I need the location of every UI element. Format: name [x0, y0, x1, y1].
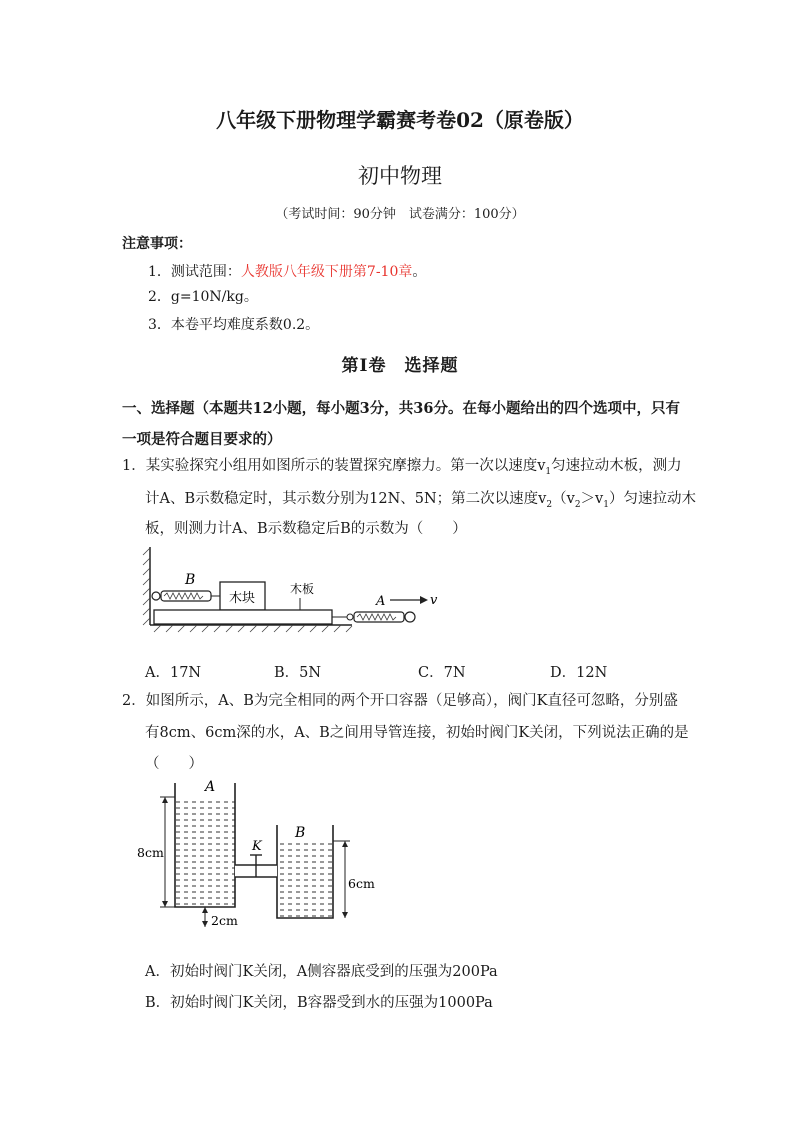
notice-item-1: [148, 261, 426, 281]
exam-info: （考试时间：90分钟 试卷满分：100分）: [275, 207, 525, 222]
q1-sub: 1: [603, 499, 609, 510]
hook-a-loop: [347, 614, 353, 620]
water-b: [277, 841, 333, 918]
notice-heading: 注意事项：: [122, 236, 192, 252]
label-a: A: [376, 594, 386, 609]
q1-line2: [145, 487, 696, 510]
q2-option-a[interactable]: A．初始时阀门K关闭，A侧容器底受到的压强为200Pa: [145, 964, 498, 980]
q1-figure: [140, 545, 440, 635]
subject-title: 初中物理: [358, 164, 442, 188]
q1-text: 1．某实验探究小组用如图所示的装置探究摩擦力。第一次以速度v: [122, 458, 546, 474]
q2-line3: （ ）: [145, 756, 203, 772]
scale-a-ring: [405, 612, 415, 622]
q2-line2: 有8cm、6cm深的水，A、B之间用导管连接，初始时阀门K关闭，下列说法正确的是: [145, 725, 689, 741]
q2-figure: [135, 775, 385, 935]
wooden-board: [154, 610, 332, 624]
q1-text: （v: [552, 491, 575, 507]
velocity-arrowhead: [420, 596, 428, 604]
q1-sub: 2: [546, 499, 553, 510]
scale-b-ring: [152, 592, 160, 600]
label-a: A: [205, 779, 216, 795]
q1-option-d[interactable]: D．12N: [550, 665, 608, 681]
label-v: v: [430, 593, 438, 608]
block-label: 木块: [228, 591, 256, 606]
label-b: B: [295, 825, 306, 841]
q1-option-c[interactable]: C．7N: [418, 665, 466, 681]
part-instructions-line2: 一项是符合题目要求的）: [122, 431, 282, 448]
dim-8-label: 8cm: [137, 845, 164, 860]
dim-2-label: 2cm: [211, 913, 238, 928]
floor-hatch: [154, 625, 352, 632]
q1-line3: 板，则测力计A、B示数稳定后B的示数为（ ）: [145, 521, 467, 537]
notice-item-1-scope: 人教版八年级下册第7-10章: [240, 264, 413, 280]
water-a: [175, 797, 235, 907]
q2-option-b[interactable]: B．初始时阀门K关闭，B容器受到水的压强为1000Pa: [145, 995, 493, 1011]
board-label: 木板: [289, 582, 315, 596]
q1-text: 计A、B示数稳定时，其示数分别为12N、5N；第二次以速度v: [145, 491, 547, 507]
q1-line1: [122, 456, 682, 482]
q2-line1: 2．如图所示，A、B为完全相同的两个开口容器（足够高），阀门K直径可忽略，分别盛: [122, 693, 678, 709]
exam-title: 八年级下册物理学霸赛考卷02（原卷版）: [216, 108, 584, 132]
q1-text: ＞v: [580, 491, 604, 507]
q1-option-b[interactable]: B．5N: [274, 665, 322, 681]
notice-item-1-prefix: 1．测试范围：: [148, 264, 241, 280]
q1-option-a[interactable]: A．17N: [145, 665, 202, 681]
label-b: B: [185, 572, 196, 588]
notice-item-3: 3．本卷平均难度系数0.2。: [148, 317, 320, 333]
q1-text: ）匀速拉动木: [608, 491, 696, 507]
dim-6-label: 6cm: [348, 876, 375, 891]
part-instructions-line1: 一、选择题（本题共12小题，每小题3分，共36分。在每小题给出的四个选项中，只有: [122, 400, 680, 417]
q1-sub: 2: [574, 499, 581, 510]
q1-text: 匀速拉动木板，测力: [551, 458, 682, 474]
q1-sub: 1: [545, 466, 552, 477]
notice-item-2: 2．g=10N/kg。: [148, 289, 258, 305]
section-title: 第Ⅰ卷 选择题: [341, 356, 459, 376]
notice-item-1-suffix: 。: [412, 264, 427, 280]
label-k: K: [252, 839, 262, 854]
wall-hatch: [143, 548, 150, 625]
